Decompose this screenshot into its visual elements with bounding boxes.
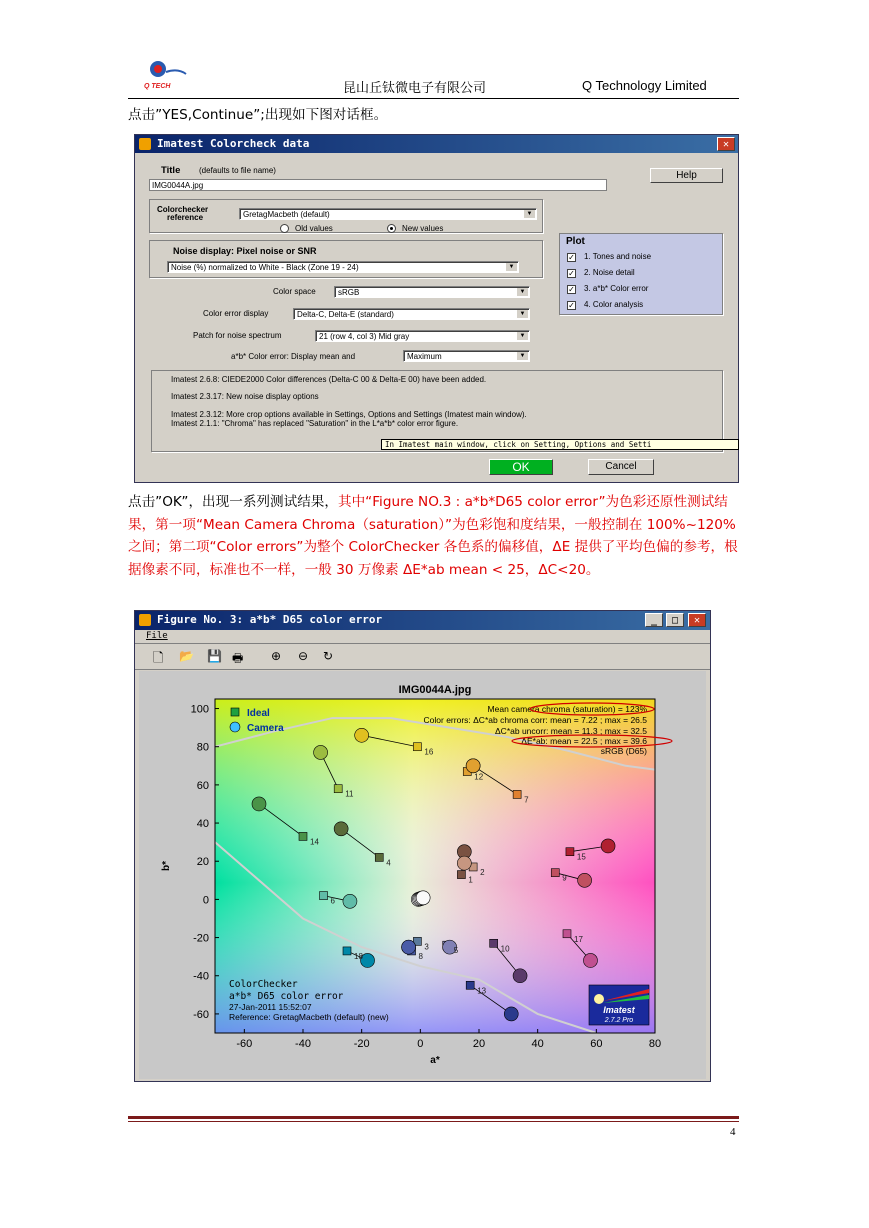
paragraph-intro: 点击”YES,Continue”;出现如下图对话框。 [128, 107, 388, 123]
legend-camera-marker [230, 722, 240, 732]
footer-rule-thin [128, 1121, 739, 1122]
save-icon[interactable]: 💾 [207, 649, 222, 663]
noise-value: Noise (%) normalized to White - Black (Zone 19 - 24) [171, 263, 359, 272]
page-number: 4 [730, 1126, 736, 1138]
ideal-marker-9 [551, 869, 559, 877]
patch-label-16: 16 [424, 747, 434, 757]
patch-label: Patch for noise spectrum [193, 331, 282, 340]
ref-label-2: reference [167, 213, 204, 222]
note-1: Imatest 2.6.8: CIEDE2000 Color differences (Delta-C 00 & Delta-E 00) have been added. [171, 375, 487, 384]
y-axis-label: b* [161, 861, 172, 871]
ideal-marker-6 [320, 892, 328, 900]
ideal-marker-17 [563, 930, 571, 938]
camera-marker-2 [457, 856, 471, 870]
patch-label-3: 3 [424, 942, 429, 952]
old-values-radio[interactable] [280, 224, 289, 233]
figure-window [134, 610, 711, 1082]
plot-item-1: 1. Tones and noise [584, 252, 652, 261]
patch-label-11: 11 [345, 789, 354, 799]
patch-label-5: 5 [453, 946, 459, 956]
cancel-button[interactable]: Cancel [588, 459, 654, 475]
x-tick-label: -20 [353, 1038, 370, 1050]
print-icon[interactable]: 🖶 [232, 651, 244, 665]
y-tick-label: 100 [190, 703, 209, 716]
new-values-label: New values [402, 224, 444, 233]
dialog-title: Imatest Colorcheck data [157, 137, 310, 150]
header-company-en: Q Technology Limited [582, 78, 707, 93]
color-error-plot [135, 611, 710, 1081]
error-display-label: Color error display [203, 309, 269, 318]
para2-highlight: 其中“Figure NO.3 : a*b*D65 color error”为色彩还原性测试结果，第一项“Mean Camera Chroma（saturation）”为色彩饱和度结果，一般控制在 100%~120%之间；第二项“Color errors”为整个 ColorChecker 各色系的偏移值，ΔE 提供了平均色偏的参考，根据像素不同，标准也不一样，一般 30 万像素 ΔE*ab mean < 25，ΔC<20。 [128, 494, 738, 578]
neutral-marker [416, 891, 430, 905]
close-icon[interactable]: ✕ [717, 137, 735, 151]
patch-label-2: 2 [480, 867, 485, 877]
patch-label-9: 9 [562, 873, 567, 883]
camera-marker-14 [252, 797, 266, 811]
camera-marker-15 [601, 839, 615, 853]
y-tick-label: -40 [193, 970, 209, 983]
patch-label-7: 7 [524, 795, 529, 805]
ab-label: a*b* Color error: Display mean and [231, 352, 356, 361]
camera-marker-6 [343, 894, 357, 908]
imatest-brand: Imatest [603, 1005, 635, 1015]
ideal-marker-13 [466, 981, 474, 989]
chevron-down-icon: ▼ [506, 263, 517, 271]
tooltip: In Imatest main window, click on Setting, Options and Setti [381, 439, 739, 450]
ideal-marker-14 [299, 832, 307, 840]
minimize-icon[interactable]: _ [645, 613, 663, 627]
figure-title: Figure No. 3: a*b* D65 color error [157, 613, 383, 626]
note-3: Imatest 2.3.12: More crop options available in Settings, Options and Settings (Imatest main window). [171, 410, 527, 419]
camera-marker-13 [504, 1007, 518, 1021]
stats-chroma: Mean camera chroma (saturation) = 123% [487, 704, 647, 714]
camera-marker-10 [513, 969, 527, 983]
patch-label-1: 1 [468, 875, 473, 885]
color-space-select[interactable] [334, 286, 530, 298]
ref-label-1: Colorchecker [157, 205, 209, 214]
new-icon[interactable]: 🗋 [153, 651, 164, 666]
camera-marker-16 [355, 728, 369, 742]
patch-value: 21 (row 4, col 3) Mid gray [319, 332, 410, 341]
y-tick-label: -20 [193, 932, 209, 945]
camera-marker-9 [578, 873, 592, 887]
imatest-logo-sun [594, 994, 604, 1004]
patch-select[interactable] [315, 330, 530, 342]
plot-item-2: 2. Noise detail [584, 268, 635, 277]
patch-label-17: 17 [574, 934, 583, 944]
y-tick-label: 40 [196, 818, 209, 831]
y-tick-label: 80 [196, 741, 209, 754]
colorcheck-dialog [134, 134, 739, 483]
ideal-marker-7 [513, 790, 521, 798]
camera-marker-12 [466, 759, 480, 773]
zoom-out-icon[interactable]: ⊖ [298, 649, 309, 663]
stats-de: ΔE*ab: mean = 22.5 ; max = 39.6 [521, 736, 647, 746]
color-space-value: sRGB [338, 288, 360, 297]
ideal-marker-10 [490, 939, 498, 947]
chevron-down-icon: ▼ [517, 288, 528, 296]
ab-select[interactable] [403, 350, 530, 362]
plot-checkbox-1[interactable]: ✓ [568, 253, 575, 262]
error-display-select[interactable] [293, 308, 530, 320]
header-company-cn: 昆山丘钛微电子有限公司 [343, 81, 487, 96]
camera-marker-17 [583, 953, 597, 967]
ok-button[interactable]: OK [489, 459, 553, 475]
plot-title: IMG0044A.jpg [398, 684, 472, 696]
chevron-down-icon: ▼ [517, 310, 528, 318]
plot-title: Plot [566, 236, 585, 247]
legend-ideal-label: Ideal [247, 708, 270, 719]
y-tick-label: 20 [196, 856, 209, 869]
close-icon[interactable]: ✕ [688, 613, 706, 627]
imatest-version: 2.7.2 Pro [604, 1017, 634, 1024]
info-line-4: Reference: GretagMacbeth (default) (new) [229, 1012, 389, 1022]
ideal-marker-16 [413, 743, 421, 751]
x-tick-label: -60 [236, 1038, 253, 1050]
info-line-2: a*b* D65 color error [229, 991, 344, 1002]
zoom-in-icon[interactable]: ⊕ [271, 649, 282, 663]
title-hint: (defaults to file name) [199, 166, 276, 175]
patch-label-4: 4 [386, 858, 391, 868]
x-tick-label: 40 [531, 1038, 544, 1050]
camera-marker-8 [402, 940, 416, 954]
chevron-down-icon: ▼ [517, 352, 528, 360]
error-display-value: Delta-C, Delta-E (standard) [297, 310, 394, 319]
legend-camera-label: Camera [247, 723, 284, 734]
patch-label-15: 15 [576, 852, 586, 862]
help-button[interactable]: Help [650, 168, 723, 183]
note-2: Imatest 2.3.17: New noise display options [171, 392, 319, 401]
header-rule [128, 98, 739, 99]
ab-value: Maximum [407, 352, 442, 361]
camera-marker-11 [314, 745, 328, 759]
noise-label: Noise display: Pixel noise or SNR [173, 246, 317, 256]
matlab-icon [139, 138, 151, 150]
patch-label-14: 14 [310, 837, 319, 847]
title-label: Title [161, 165, 181, 176]
info-line-1: ColorChecker [229, 979, 298, 990]
ideal-marker-18 [343, 947, 351, 955]
color-space-label: Color space [273, 287, 316, 296]
patch-label-12: 12 [474, 772, 484, 782]
dialog-titlebar [135, 135, 738, 153]
stats-colorspace: sRGB (D65) [600, 746, 647, 756]
camera-marker-4 [334, 822, 348, 836]
paragraph-explanation [128, 491, 742, 581]
menu-file[interactable]: File [146, 631, 168, 641]
footer-rule [128, 1116, 739, 1119]
logo-text: Q TECH [144, 83, 171, 90]
open-icon[interactable]: 📂 [179, 649, 194, 663]
maximize-icon[interactable]: □ [666, 613, 684, 627]
info-line-3: 27-Jan-2011 15:52:07 [229, 1002, 312, 1012]
y-tick-label: 60 [196, 779, 209, 792]
rotate-icon[interactable]: ↻ [323, 649, 334, 663]
plot-checkbox-4[interactable]: ✓ [568, 301, 575, 310]
title-input[interactable]: IMG0044A.jpg [149, 179, 607, 191]
ideal-marker-15 [566, 848, 574, 856]
x-axis-label: a* [430, 1055, 440, 1066]
new-values-radio[interactable] [387, 224, 396, 233]
patch-label-18: 18 [354, 951, 363, 961]
x-tick-label: 0 [417, 1038, 424, 1050]
reference-value: GretagMacbeth (default) [243, 210, 330, 219]
plot-item-3: 3. a*b* Color error [584, 284, 649, 293]
patch-label-6: 6 [330, 896, 335, 906]
x-tick-label: 60 [590, 1038, 603, 1050]
stats-color-errors: Color errors: ΔC*ab chroma corr: mean = 7.22 ; max = 26.5 [423, 715, 647, 725]
note-4: Imatest 2.1.1: "Chroma" has replaced "Saturation" in the L*a*b* color error figure. [171, 419, 459, 428]
para2-lead: 点击”OK”，出现一系列测试结果， [128, 494, 338, 510]
legend-ideal-marker [231, 708, 239, 716]
y-tick-label: 0 [202, 894, 209, 907]
ideal-marker-1 [457, 871, 465, 879]
plot-item-4: 4. Color analysis [584, 300, 644, 309]
plot-checkbox-3[interactable]: ✓ [568, 285, 575, 294]
plot-checkbox-2[interactable]: ✓ [568, 269, 575, 278]
noise-select[interactable] [167, 261, 519, 273]
patch-label-10: 10 [500, 944, 510, 954]
patch-label-8: 8 [418, 951, 423, 961]
stats-dc-uncorr: ΔC*ab uncorr: mean = 11.3 ; max = 32.5 [495, 726, 647, 736]
company-logo [140, 58, 192, 92]
y-tick-label: -60 [193, 1008, 209, 1021]
x-tick-label: 80 [648, 1038, 662, 1050]
reference-select[interactable] [239, 208, 537, 220]
chevron-down-icon: ▼ [517, 332, 528, 340]
chevron-down-icon: ▼ [524, 210, 535, 218]
x-tick-label: 20 [472, 1038, 486, 1050]
ideal-marker-11 [334, 785, 342, 793]
old-values-label: Old values [295, 224, 333, 233]
x-tick-label: -40 [295, 1038, 311, 1050]
patch-label-13: 13 [477, 986, 487, 996]
ideal-marker-4 [375, 853, 383, 861]
